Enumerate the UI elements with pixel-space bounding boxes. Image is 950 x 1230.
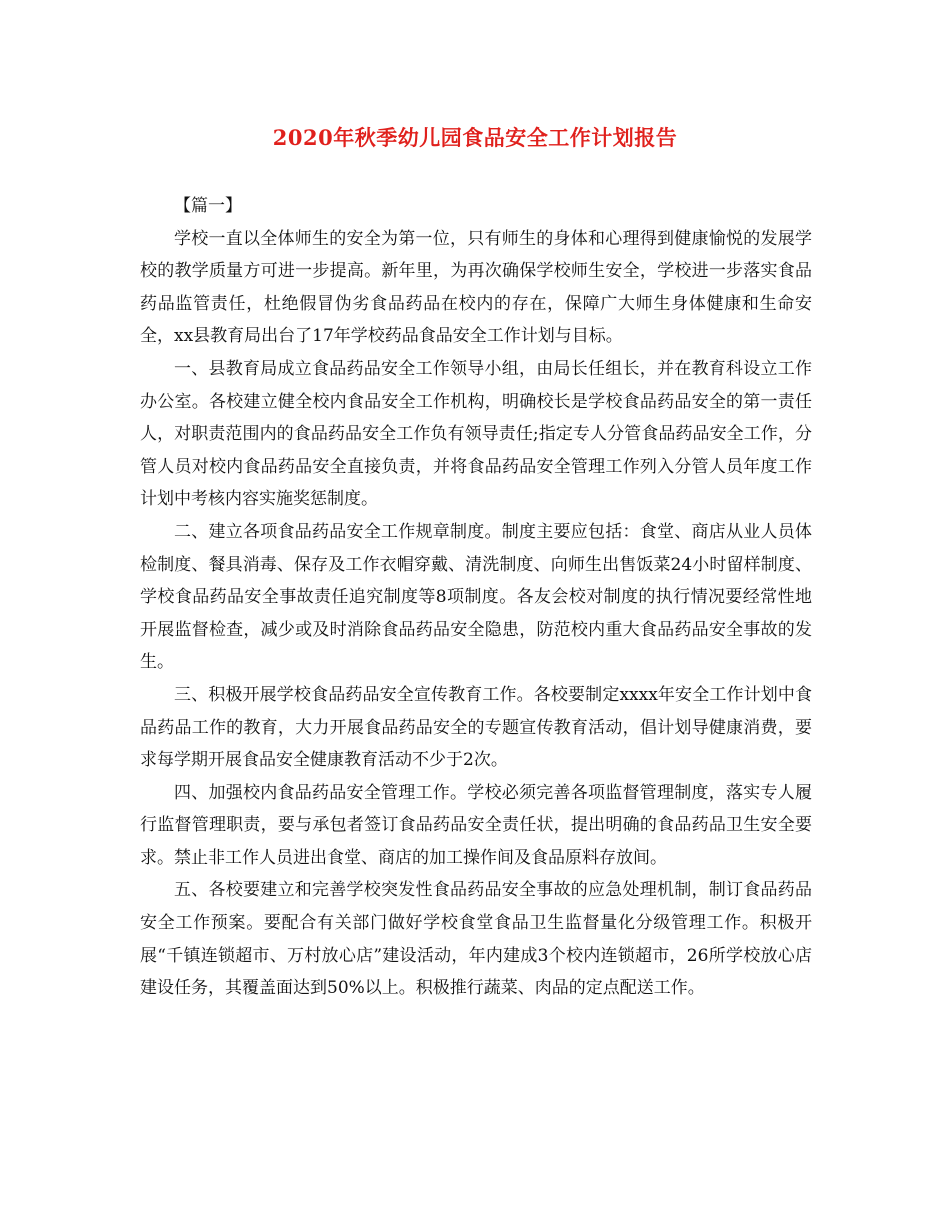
paragraph-item-5: 五、各校要建立和完善学校突发性食品药品安全事故的应急处理机制，制订食品药品安全工作预案。要配合有关部门做好学校食堂食品卫生监督量化分级管理工作。积极开展“千镇连锁超市、万村放心店”建设活动，年内建成3个校内连锁超市，26所学校放心店建设任务，其覆盖面达到50%以上。积极推行蔬菜、肉品的定点配送工作。 — [140, 880, 812, 999]
paragraph-item-1: 一、县教育局成立食品药品安全工作领导小组，由局长任组长，并在教育科设立工作办公室。各校建立健全校内食品安全工作机构，明确校长是学校食品药品安全的第一责任人，对职责范围内的食品药品安全工作负有领导责任;指定专人分管食品药品安全工作，分管人员对校内食品药品安全直接负责，并将食品药品安全管理工作列入分管人员年度工作计划中考核内容实施奖惩制度。 — [140, 358, 812, 510]
paragraph-item-3: 三、积极开展学校食品药品安全宣传教育工作。各校要制定xxxx年安全工作计划中食品药品工作的教育，大力开展食品药品安全的专题宣传教育活动，倡计划导健康消费，要求每学期开展食品安全健康教育活动不少于2次。 — [140, 684, 812, 771]
document-title: 2020年秋季幼儿园食品安全工作计划报告 — [272, 125, 678, 150]
section-label: 【篇一】 — [174, 196, 242, 216]
document-body — [140, 190, 812, 1005]
paragraph-intro: 学校一直以全体师生的安全为第一位，只有师生的身体和心理得到健康愉悦的发展学校的教学质量方可进一步提高。新年里，为再次确保学校师生安全，学校进一步落实食品药品监管责任，杜绝假冒伪劣食品药品在校内的存在，保障广大师生身体健康和生命安全，xx县教育局出台了17年学校药品食品安全工作计划与目标。 — [140, 228, 812, 347]
paragraph-item-2: 二、建立各项食品药品安全工作规章制度。制度主要应包括：食堂、商店从业人员体检制度、餐具消毒、保存及工作衣帽穿戴、清洗制度、向师生出售饭菜24小时留样制度、学校食品药品安全事故责任追究制度等8项制度。各友会校对制度的执行情况要经常性地开展监督检查，减少或及时消除食品药品安全隐患，防范校内重大食品药品安全事故的发生。 — [140, 521, 812, 673]
paragraph-item-4: 四、加强校内食品药品安全管理工作。学校必须完善各项监督管理制度，落实专人履行监督管理职责，要与承包者签订食品药品安全责任状，提出明确的食品药品卫生安全要求。禁止非工作人员进出食堂、商店的加工操作间及食品原料存放间。 — [140, 782, 812, 868]
